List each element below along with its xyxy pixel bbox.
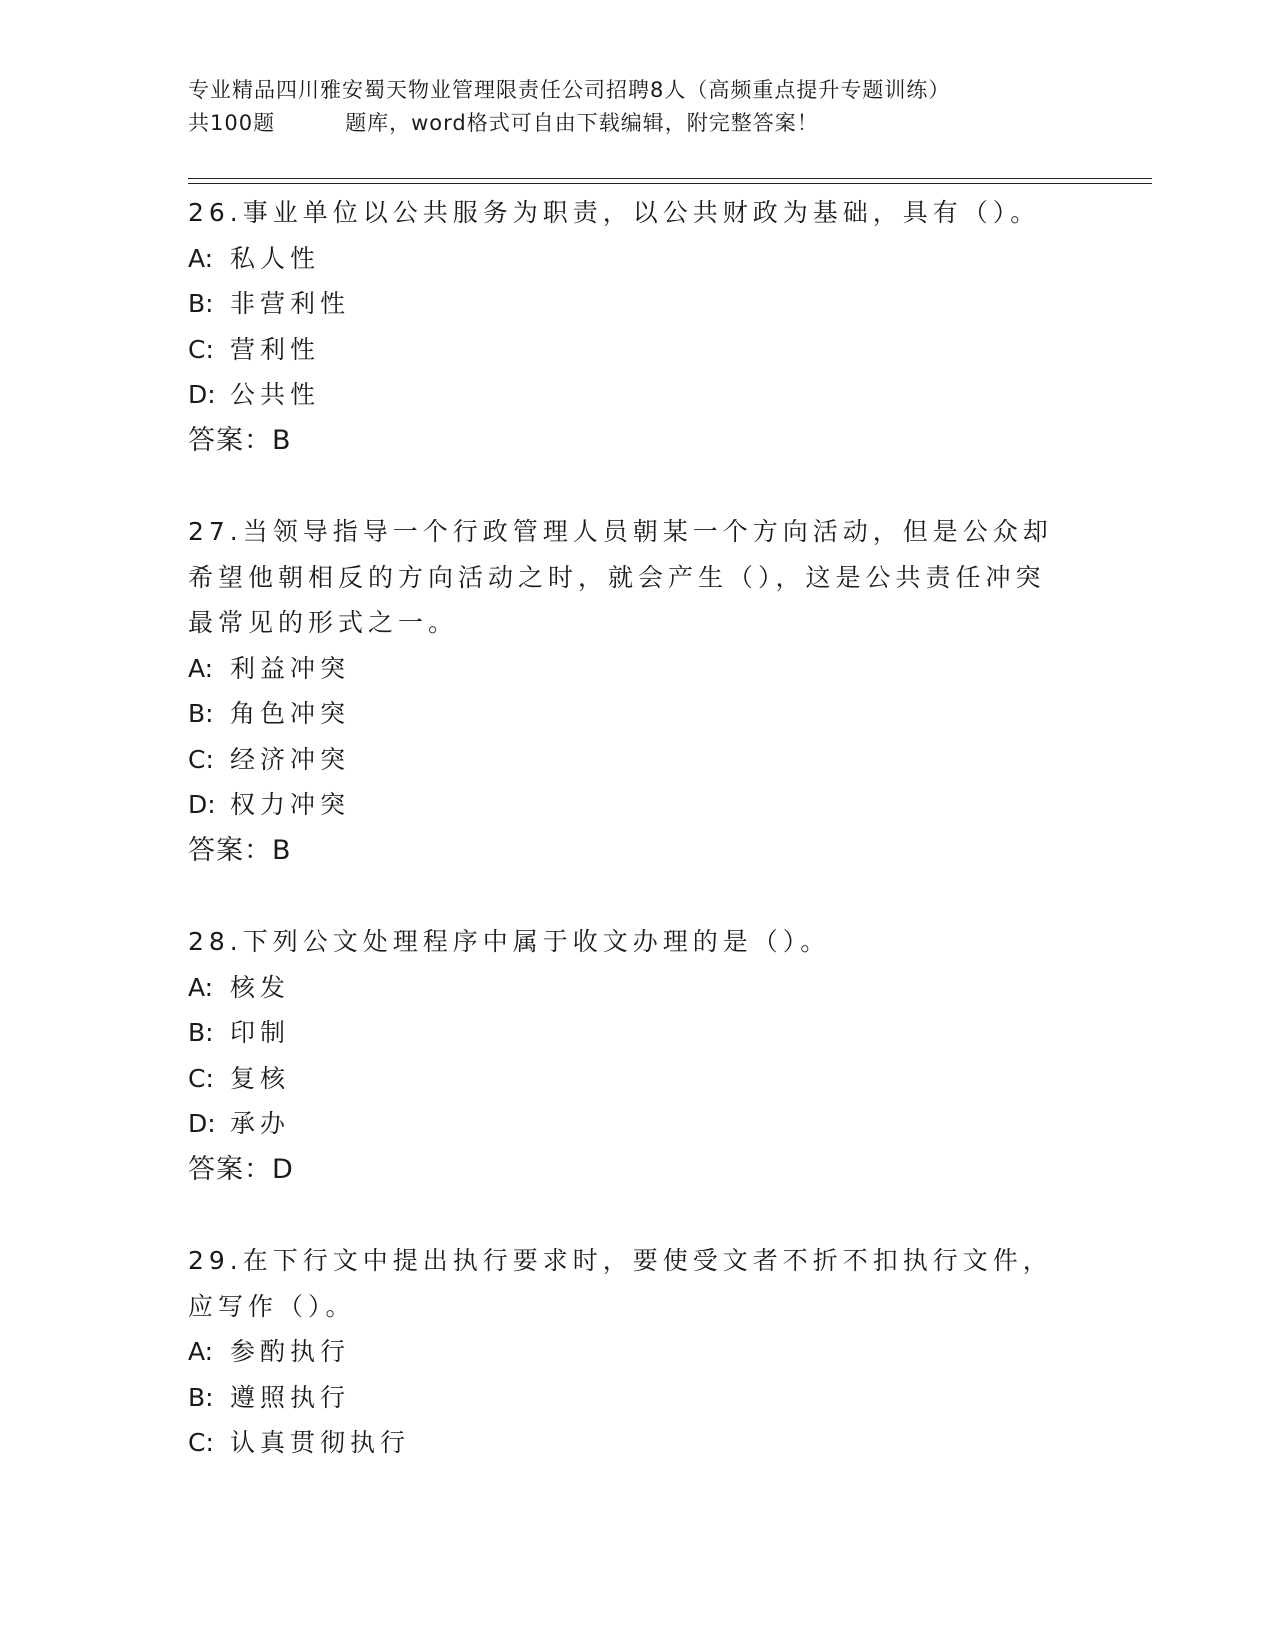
option-text: 经济冲突 — [230, 744, 351, 774]
option-text: 印制 — [230, 1018, 291, 1047]
option-b — [188, 691, 1088, 737]
question-item — [188, 509, 1088, 873]
option-letter: A: — [188, 653, 214, 683]
option-letter: B: — [188, 1382, 214, 1412]
answer-line: 答案：D — [188, 1153, 294, 1185]
option-a — [188, 1329, 1088, 1375]
option-letter: C: — [188, 1428, 214, 1457]
option-text: 核发 — [230, 972, 291, 1002]
header-divider-bottom — [188, 183, 1152, 184]
answer-line: 答案：B — [188, 834, 292, 866]
option-d — [188, 1101, 1088, 1147]
option-a — [188, 965, 1088, 1011]
option-a — [188, 646, 1088, 692]
option-letter: A: — [188, 1337, 214, 1366]
header-title: 专业精品四川雅安蜀天物业管理限责任公司招聘8人（高频重点提升专题训练） — [188, 78, 951, 102]
question-text: 27.当领导指导一个行政管理人员朝某一个方向活动，但是公众却希望他朝相反的方向活动之时，就会产生（），这是公共责任冲突最常见的形式之一。 — [188, 517, 1053, 637]
option-b — [188, 1375, 1088, 1421]
option-text: 私人性 — [230, 243, 321, 273]
option-a — [188, 236, 1088, 282]
option-letter: D: — [188, 1109, 216, 1138]
header-subtitle — [188, 107, 1148, 140]
option-text: 角色冲突 — [230, 699, 351, 728]
option-text: 利益冲突 — [230, 653, 351, 683]
option-c — [188, 737, 1088, 783]
option-letter: C: — [188, 744, 214, 774]
question-text: 28.下列公文处理程序中属于收文办理的是（）。 — [188, 927, 831, 956]
document-header — [188, 74, 1148, 140]
option-d — [188, 782, 1088, 828]
header-divider-top — [188, 178, 1152, 179]
option-letter: A: — [188, 972, 214, 1002]
question-item — [188, 919, 1088, 1192]
option-letter: B: — [188, 289, 214, 318]
option-letter: C: — [188, 1063, 214, 1093]
option-d — [188, 372, 1088, 418]
option-text: 权力冲突 — [230, 790, 351, 819]
option-text: 公共性 — [230, 380, 321, 409]
option-c — [188, 327, 1088, 373]
question-item — [188, 1238, 1088, 1466]
header-question-count: 共100题 — [188, 111, 276, 135]
option-c — [188, 1420, 1088, 1466]
question-text: 26.事业单位以公共服务为职责，以公共财政为基础，具有（）。 — [188, 198, 1041, 227]
option-letter: B: — [188, 1018, 214, 1047]
option-letter: A: — [188, 243, 214, 273]
option-letter: D: — [188, 790, 216, 819]
question-list — [188, 190, 1088, 1512]
option-text: 认真贯彻执行 — [230, 1428, 411, 1457]
option-text: 复核 — [230, 1063, 291, 1093]
option-text: 遵照执行 — [230, 1382, 351, 1412]
header-description: 题库，word格式可自由下载编辑，附完整答案！ — [345, 111, 819, 135]
option-text: 非营利性 — [230, 289, 351, 318]
option-c — [188, 1056, 1088, 1102]
option-text: 承办 — [230, 1109, 291, 1138]
question-text: 29.在下行文中提出执行要求时，要使受文者不折不扣执行文件，应写作（）。 — [188, 1246, 1053, 1321]
option-text: 营利性 — [230, 334, 321, 364]
option-letter: C: — [188, 334, 214, 364]
answer-line: 答案：B — [188, 424, 292, 456]
option-text: 参酌执行 — [230, 1337, 351, 1366]
option-b — [188, 1010, 1088, 1056]
option-letter: D: — [188, 380, 216, 409]
option-b — [188, 281, 1088, 327]
option-letter: B: — [188, 699, 214, 728]
question-item — [188, 190, 1088, 463]
